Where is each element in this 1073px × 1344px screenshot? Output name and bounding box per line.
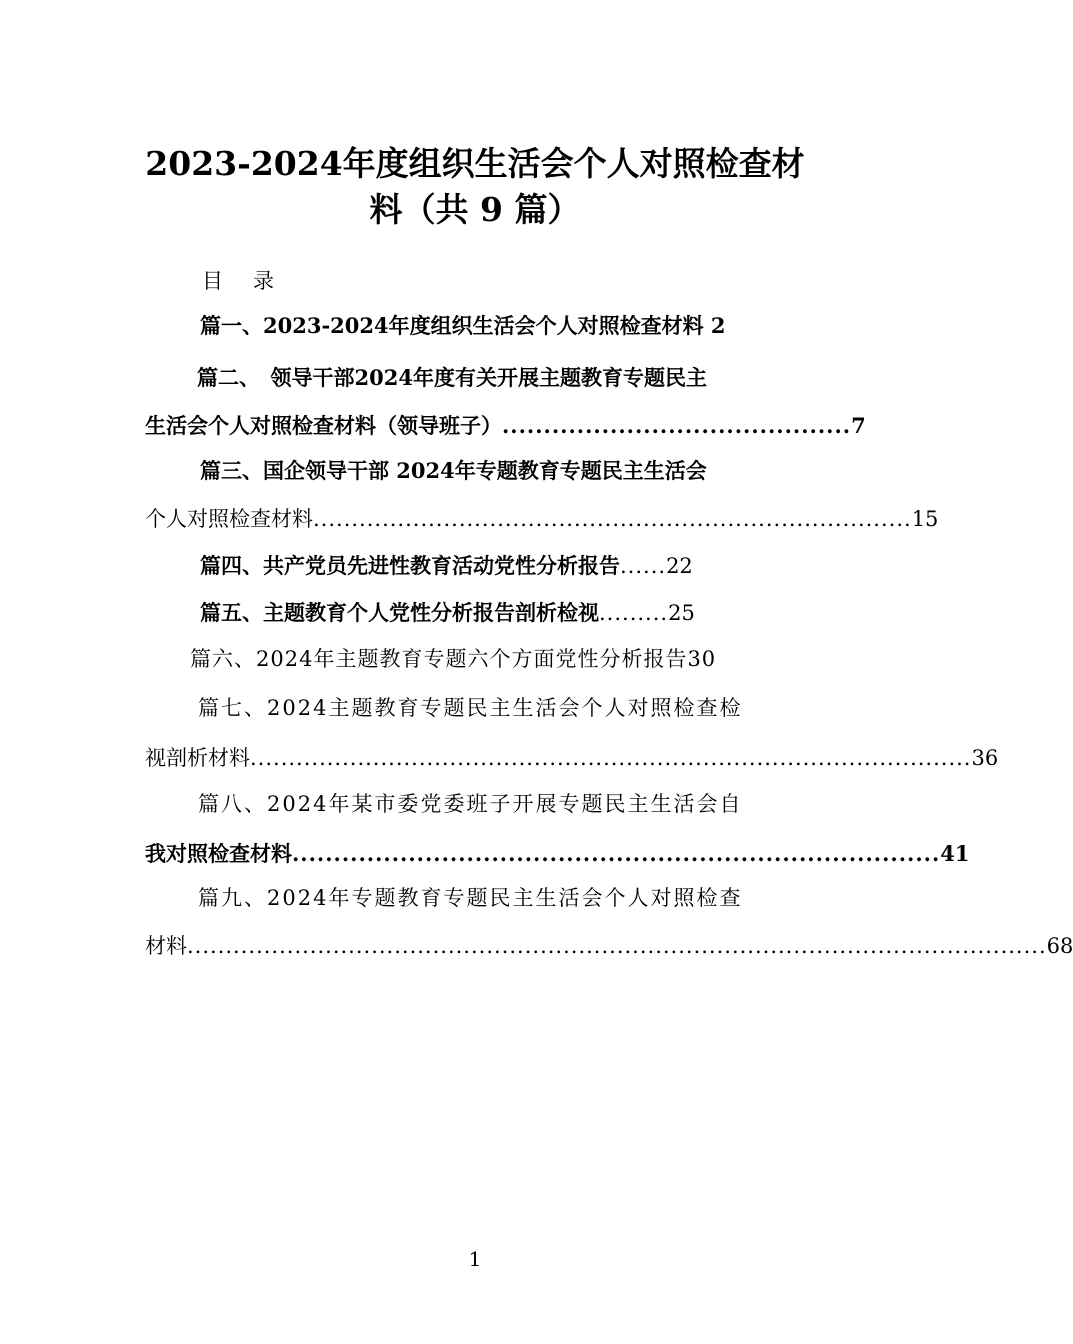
toc-entry-7-page: 36	[971, 746, 999, 770]
toc-entry-3-page: 15	[911, 507, 939, 531]
toc-entry-9-text: 材料	[145, 934, 187, 958]
toc-entry-8-line-1[interactable]: 篇八、2024年某市委党委班子开展专题民主生活会自	[198, 792, 743, 816]
toc-entry-1[interactable]: 篇一、2023-2024年度组织生活会个人对照检查材料 2	[200, 313, 726, 338]
toc-entry-8-leader: ..............................................................................	[292, 841, 941, 866]
toc-entry-8-line-2[interactable]	[145, 838, 970, 870]
toc-entry-7-line-1[interactable]: 篇七、2024主题教育专题民主生活会个人对照检查检	[198, 696, 743, 720]
toc-entry-9-line-1[interactable]: 篇九、2024年专题教育专题民主生活会个人对照检查	[198, 886, 743, 910]
toc-entry-3-leader: ..............................................................................	[313, 507, 912, 531]
document-title-line-2: 料（共 9 篇）	[369, 190, 581, 229]
toc-entry-3-text: 个人对照检查材料	[145, 507, 313, 531]
toc-entry-2-line-1[interactable]: 篇二、 领导干部2024年度有关开展主题教育专题民主	[197, 365, 707, 390]
toc-entry-5[interactable]	[200, 597, 802, 629]
document-title-line-1: 2023-2024年度组织生活会个人对照检查材	[145, 144, 805, 183]
toc-entry-9-leader: ................................................................................................................	[187, 934, 1047, 958]
toc-entry-8-text: 我对照检查材料	[145, 841, 292, 866]
toc-entry-4-text: 篇四、共产党员先进性教育活动党性分析报告	[200, 553, 620, 578]
toc-entry-8-page: 41	[940, 841, 970, 866]
toc-entry-3-line-1[interactable]: 篇三、国企领导干部 2024年专题教育专题民主生活会	[200, 458, 707, 483]
toc-entry-9-page: 68	[1046, 934, 1073, 958]
toc-entry-7-text: 视剖析材料	[145, 746, 250, 770]
toc-entry-9-line-2[interactable]	[145, 930, 1073, 962]
toc-entry-4-page: 22	[666, 554, 693, 578]
page-number: 1	[468, 1247, 482, 1271]
toc-entry-2-leader: ..........................................	[502, 413, 852, 438]
toc-entry-6[interactable]: 篇六、2024年主题教育专题六个方面党性分析报告30	[190, 647, 717, 671]
toc-entry-5-leader: .........	[599, 601, 669, 625]
toc-entry-5-text: 篇五、主题教育个人党性分析报告剖析检视	[200, 600, 599, 625]
toc-entry-2-page: 7	[851, 413, 866, 438]
toc-entry-2-text: 生活会个人对照检查材料（领导班子）	[145, 413, 502, 438]
toc-entry-7-leader: ..............................................................................................	[250, 746, 972, 770]
toc-entry-7-line-2[interactable]	[145, 742, 999, 774]
toc-heading-char-2: 录	[253, 269, 274, 293]
toc-entry-4[interactable]	[200, 550, 802, 582]
toc-entry-4-leader: ......	[620, 554, 667, 578]
toc-heading	[202, 265, 274, 297]
toc-entry-2-line-2[interactable]	[145, 410, 866, 442]
toc-entry-3-line-2[interactable]	[145, 503, 939, 535]
toc-heading-char-1: 目	[202, 269, 223, 293]
toc-entry-5-page: 25	[668, 601, 695, 625]
